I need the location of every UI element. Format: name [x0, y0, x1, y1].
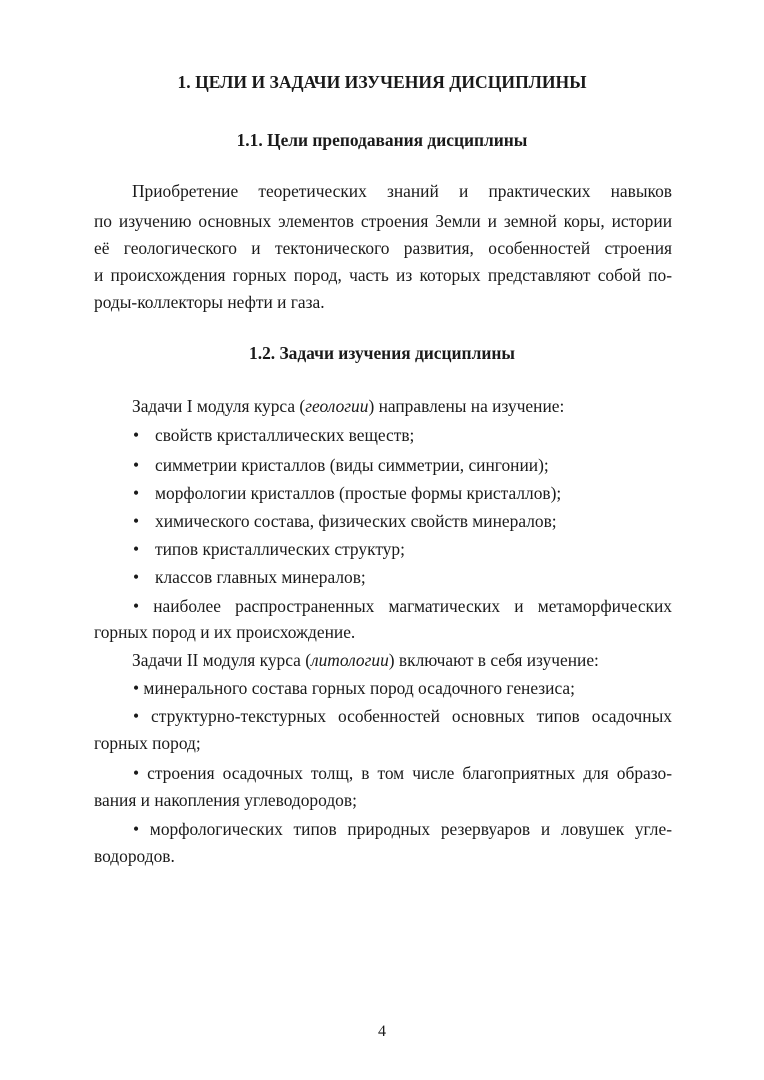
list-item-continuation: вания и накопления углеводородов;: [94, 790, 357, 810]
list-item: • морфологических типов природных резервуаров и ловушек угле-: [133, 819, 672, 839]
list-item: • свойств кристаллических веществ;: [133, 425, 415, 445]
list-item: • типов кристаллических структур;: [133, 539, 405, 559]
section-1-1-title: 1.1. Цели преподавания дисциплины: [236, 130, 528, 150]
paragraph-line: и происхождения горных пород, часть из которых представляют собой по-: [94, 265, 672, 285]
list-item: • классов главных минералов;: [133, 567, 366, 587]
list-item: • наиболее распространенных магматических и метаморфических: [133, 596, 672, 616]
list-item: • структурно-текстурных особенностей основных типов осадочных: [133, 706, 672, 726]
list-item: • строения осадочных толщ, в том числе благоприятных для образо-: [133, 763, 672, 783]
list-item: • химического состава, физических свойств минералов;: [133, 511, 557, 531]
module-1-intro: Задачи I модуля курса (геологии) направлены на изучение:: [132, 396, 565, 416]
list-item-continuation: горных пород;: [94, 733, 201, 753]
paragraph-line: её геологического и тектонического развития, особенностей строения: [94, 238, 672, 258]
list-item-continuation: горных пород и их происхождение.: [94, 622, 356, 642]
list-item: • симметрии кристаллов (виды симметрии, сингонии);: [133, 455, 549, 475]
list-item: • морфологии кристаллов (простые формы кристаллов);: [133, 483, 562, 503]
paragraph-line: роды-коллекторы нефти и газа.: [94, 292, 325, 312]
list-item-continuation: водородов.: [94, 846, 175, 866]
list-item: • минерального состава горных пород осадочного генезиса;: [133, 678, 575, 698]
page-number: 4: [378, 1023, 386, 1040]
paragraph-line: по изучению основных элементов строения Земли и земной коры, истории: [94, 211, 672, 231]
chapter-heading: 1. ЦЕЛИ И ЗАДАЧИ ИЗУЧЕНИЯ ДИСЦИПЛИНЫ: [177, 72, 587, 92]
module-2-intro: Задачи II модуля курса (литологии) включают в себя изучение:: [132, 650, 599, 670]
module-1-name: геологии: [305, 396, 369, 416]
section-1-2-title: 1.2. Задачи изучения дисциплины: [249, 343, 515, 363]
module-2-name: литологии: [311, 650, 389, 670]
paragraph-line: Приобретение теоретических знаний и практических навыков: [132, 181, 672, 201]
